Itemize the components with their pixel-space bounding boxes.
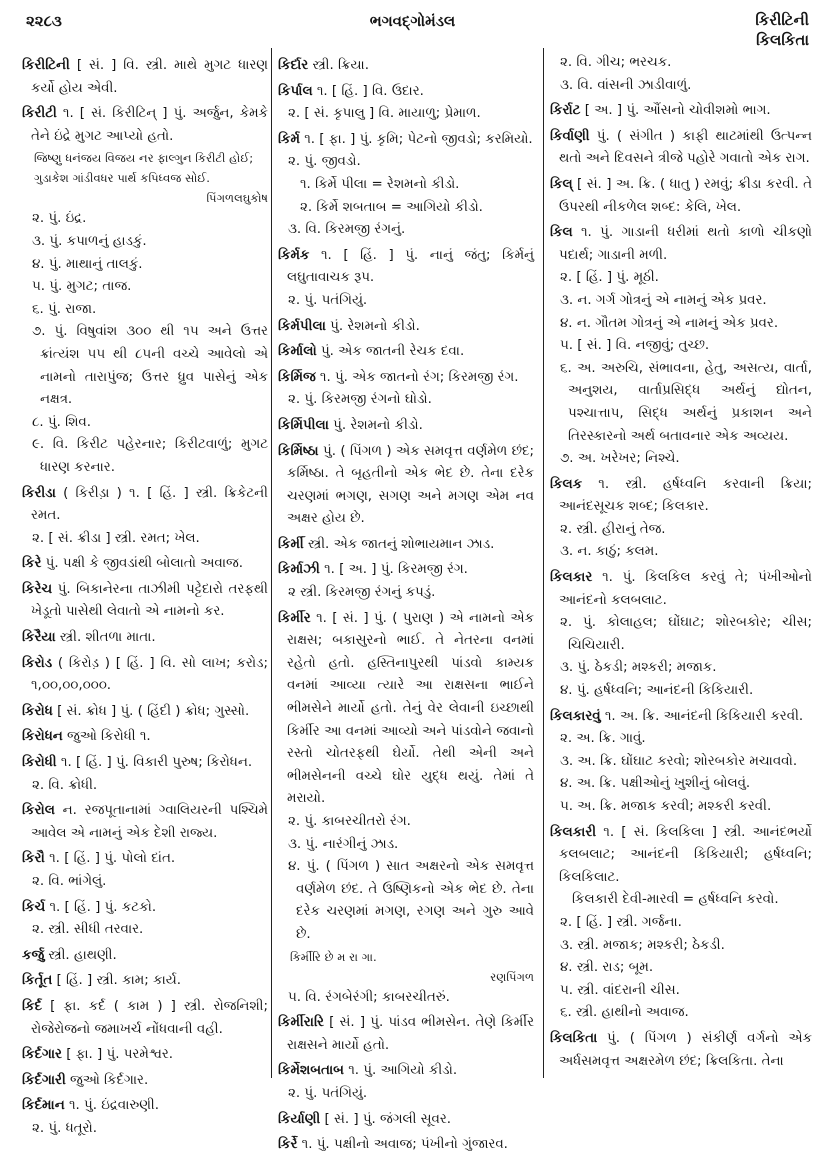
sense-line (278, 103, 534, 126)
definition-text: ૧. પું. પક્ષીનો અવાજ; પંખીનો ગુંજારવ. (301, 1137, 508, 1153)
definition-text: [ સં. ] વિ. સ્ત્રી. માથે મુગટ ધારણ કર્યો હોય એવી. (31, 58, 268, 96)
sense-line (22, 1118, 268, 1141)
sense-line (278, 987, 534, 1010)
sense-line (550, 267, 812, 290)
headword: કિર્મિષ્ઠા (278, 443, 319, 459)
definition-text: ૯. વિ. કિરીટ પહેરનાર; કિરીટવાળું; મુગટ ધારણ કરનાર. (32, 437, 268, 475)
definition-text: ૩. સ્ત્રી. મજાક; મશ્કરી; ઠેકડી. (560, 937, 725, 953)
dictionary-entry (22, 752, 268, 775)
definition-text: ૨. સ્ત્રી. હીરાનું તેજ. (560, 521, 666, 537)
citation-source: રણપિંગળ (490, 969, 534, 984)
definition-text: ૧. [ હિં. ] પું. નાનું જંતુ; કિર્મનું લઘુતાવાચક રૂપ. (287, 247, 535, 286)
definition-text: ૪. પું. હર્ષધ્વનિ; આનંદની કિકિયારી. (560, 683, 754, 699)
citation-quote (278, 947, 534, 987)
definition-text: ૫. [ સં. ] વિ. નજીવું; તુચ્છ. (560, 338, 710, 354)
dictionary-entry (22, 55, 268, 100)
headword: કિરોડ (22, 655, 53, 671)
definition-text: ૧. કિર્મે પીલા = રેશમનો કીડો. (300, 176, 460, 192)
definition-text: ૧. [ સં. કિલકિલા ] સ્ત્રી. આનંદભર્યો કલબલાટ; આનંદની કિકિયારી; હર્ષધ્વનિ; કિલકિલાટ. (559, 824, 812, 885)
definition-text: ૬. અ. અરુચિ, સંભાવના, હેતુ, અસત્ય, વાર્તા, અનુશય, વાર્તાપ્રસિદ્ધ અર્થનું દ્યોતન, પશ્ચાત્તાપ, સિદ્ધ અર્થનું પ્રકાશન અને તિરસ્કારનો અર્થ બતાવનાર એક અવ્યય. (560, 360, 812, 444)
headword: કિરેચ (22, 581, 53, 597)
headword: કિલ્ (550, 176, 573, 192)
definition-text: ૨. પું. ધતૂરો. (32, 1120, 98, 1136)
definition-text: [ ફા. કર્દ ( કામ ) ] સ્ત્રી. રોજનિશી; રોજેરોજનો જમાખર્ચ નોંધવાની વહી. (31, 998, 268, 1037)
definition-text: ૧. [ હિં. ] વિ. ઉદાર. (316, 83, 424, 99)
headword: કિર્દમાન (22, 1098, 65, 1114)
dictionary-entry (22, 996, 268, 1041)
headword: કિલ (550, 225, 573, 241)
headword: કિર્મિપીલા (278, 417, 329, 433)
headword: કિર્યાણી (278, 1111, 321, 1127)
definition-text: ૭. અ. ખરેખર; નિશ્ચે. (560, 451, 680, 467)
sense-line (550, 773, 812, 796)
definition-text: ૩. ન. કાઠું; કલમ. (560, 544, 659, 560)
headword: કિર્માલો (278, 344, 317, 360)
sense-line (550, 1002, 812, 1025)
sense-line (550, 335, 812, 358)
definition-text: ૧. સ્ત્રી. હર્ષધ્વનિ કરવાની ક્રિયા; આનંદસૂચક શબ્દ; કિલકાર. (559, 476, 812, 515)
definition-text: ૪. સ્ત્રી. રાડ; બૂમ. (560, 960, 654, 976)
headword: કિલકારવું (550, 708, 601, 724)
dictionary-entry (278, 559, 534, 582)
definition-text: ૧. [ સં. કિરીટિન્ ] પું. અર્જુન, કેમકે તેને ઇંદ્રે મુગટ આપ્યો હતો. (31, 106, 269, 144)
sense-line (22, 299, 268, 322)
sense-line (550, 657, 812, 680)
dictionary-entry (22, 726, 268, 749)
headword: કિર્દગારી (22, 1072, 66, 1088)
column-1 (22, 52, 269, 1136)
usage-example (278, 174, 534, 197)
headword: કિર્દગાર (22, 1047, 62, 1063)
definition-text: [ સં. ] પું. પાંડવ ભીમસેન. તેણે કિર્મીર રાક્ષસને માર્યો હતો. (287, 1015, 534, 1053)
guide-words (755, 10, 809, 50)
dictionary-entry (550, 706, 812, 729)
definition-text: પું. એક જાતની રેચક દવા. (320, 344, 465, 360)
dictionary-entry (550, 822, 812, 890)
definition-text: સ્ત્રી. શીતળા માતા. (59, 630, 156, 646)
headword: કિર્મીર (278, 610, 311, 626)
definition-text: ૩. અ. ક્રિ. ઘોંઘાટ કરવો; શોરબકોર મચાવવો. (560, 753, 798, 769)
dictionary-entry (22, 483, 268, 528)
guide-word-last: કિલકિતા (756, 31, 809, 49)
dictionary-entry (278, 415, 534, 438)
sense-line (278, 582, 534, 605)
dictionary-entry (278, 534, 534, 557)
definition-text: ૩. ન. ગર્ગ ગોત્રનું એ નામનું એક પ્રવર. (560, 292, 767, 308)
headword: કિરોલ (22, 803, 55, 819)
sense-line (22, 775, 268, 798)
headword: કિર્મ (278, 131, 300, 147)
definition-text: ૧. [ ફા. ] પું. કૃમિ; પેટનો જીવડો; કરમિયો. (304, 131, 533, 147)
sense-line (22, 528, 268, 551)
definition-text: ૨. વિ. ભાંગેલું. (32, 874, 107, 889)
sense-line (550, 448, 812, 471)
dictionary-entry (550, 174, 812, 219)
dictionary-entry (278, 1060, 534, 1083)
headword: કિર્માઝી (278, 562, 320, 578)
headword: કિર્તૂત (22, 973, 53, 989)
definition-text: ૨. વિ. ગીચ; ભરચક. (560, 55, 672, 70)
definition-text: ૫. પું. મુગટ; તાજ. (32, 279, 132, 295)
definition-text: ૨. પું. કોલાહલ; ઘોંઘાટ; શોરબકોર; ચીસ; ચિચિયારી. (560, 615, 812, 653)
definition-text: ૨. સ્ત્રી. સીધી તરવાર. (32, 922, 144, 938)
sense-line (22, 321, 268, 411)
sense-line (550, 796, 812, 819)
definition-text: કિલકારી દેવી-મારવી = હર્ષધ્વનિ કરવો. (572, 892, 779, 908)
definition-text: [ સં. ક્રોધ ] પું. ( હિંદી ) ક્રોધ; ગુસ્સો. (57, 703, 250, 719)
headword: કિરોધી (22, 755, 57, 771)
definition-text: પું. પક્ષી કે જીવડાંથી બોલાતો અવાજ. (45, 556, 243, 572)
definition-text: પું. બિકાનેરના તાઝીમી પટ્ટેદારો તરફથી ખેડૂતો પાસેથી લેવાતો એ નામનો કર. (31, 581, 268, 620)
definition-text: ૧. પું. એક જાતનો રંગ; કિરમજી રંગ. (319, 369, 519, 385)
definition-text: ૩. પું. ઠેકડી; મશ્કરી; મજાક. (560, 660, 717, 676)
definition-text: ૧. [ હિં. ] પું. વિકારી પુરુષ; કિરોધન. (60, 755, 253, 771)
sense-line (550, 612, 812, 657)
dictionary-entry (22, 1070, 268, 1093)
dictionary-entry (22, 945, 268, 968)
definition-text: ૨. પું. જીવડો. (288, 154, 361, 170)
headword: કિરૈયા (22, 630, 56, 646)
headword: કિરીટી (22, 106, 57, 122)
sense-line (550, 519, 812, 542)
dictionary-entry (22, 897, 268, 920)
dictionary-entry (278, 441, 534, 531)
headword: કિર્રે (278, 1137, 298, 1153)
definition-text: ૨. અ. ક્રિ. ગાવું. (560, 731, 646, 747)
sense-line (278, 151, 534, 174)
definition-text: ૨. વિ. ક્રોધી. (32, 777, 98, 793)
headword: કિલકાર (550, 570, 593, 586)
definition-text: પું. રેશમનો કીડો. (333, 417, 423, 433)
sense-line (22, 208, 268, 231)
dictionary-entry (278, 608, 534, 811)
sense-line (550, 912, 812, 935)
definition-text: ૨. [ હિં. ] સ્ત્રી. ગર્જના. (560, 914, 682, 930)
definition-text: ૪. ન. ગૌતમ ગોત્રનું એ નામનું એક પ્રવર. (560, 315, 779, 331)
dictionary-entry (278, 316, 534, 339)
dictionary-entry (22, 1095, 268, 1118)
headword: કિરીટિની (22, 58, 70, 73)
dictionary-entry (550, 126, 812, 171)
definition-text: ૨. પું. કિરમજી રંગનો ઘોડો. (288, 392, 432, 408)
definition-text: ૨. પું. ઇંદ્ર. (32, 211, 87, 227)
sense-line (550, 313, 812, 336)
definition-text: ૧. પું. ગાડાની ધરીમાં થતો કાળો ચીકણો પદાર્થ; ગાડાની મળી. (559, 225, 812, 263)
definition-text: ૨. કિર્મે શબતાબ = આગિયો કીડો. (300, 199, 483, 215)
running-title: ભગવદ્ગોમંડલ (369, 12, 456, 30)
headword: કિર્મક (278, 247, 310, 263)
definition-text: ૭. પું. વિષુવાંશ ૩૦૦ થી ૧૫ અને ઉત્તર ક્રાંત્યંશ ૫૫ થી ૮૫ની વચ્ચે આવેલો એ નામનો તારાપુંજ; ઉત્તર ધ્રુવ પાસેનું એક નક્ષત્ર. (32, 324, 268, 408)
dictionary-entry (550, 222, 812, 267)
headword: કિલકિતા (550, 1030, 598, 1046)
definition-text: પું. ( પિંગળ ) સંકીર્ણ વર્ગનો એક અર્ધસમવૃત્ત અક્ષરમેળ છંદ; ક્રિલકિતા. તેના (559, 1030, 812, 1069)
definition-text: [ અ. ] પું. ઔંસનો ચોવીશમો ભાગ. (584, 103, 771, 119)
definition-text: જિષ્ણુ ધનંજય વિજય નર ફાલ્ગુન કિરીટી હોઈ; ગુડાકેશ ગાંડીવધર પાર્થ કપિધ્વજ સોઈ. (34, 151, 254, 186)
headword: કિરે (22, 556, 42, 572)
definition-text: ૧. પું. ઇંદ્રવારુણી. (68, 1098, 159, 1114)
headword: કિરોધ (22, 703, 53, 719)
sense-line (22, 919, 268, 942)
dictionary-entry (22, 970, 268, 993)
definition-text: પું. ( સંગીત ) કાફી થાટમાંથી ઉત્પન્ન થતો અને દિવસને ત્રીજે પહોરે ગવાતો એક રાગ. (559, 128, 812, 167)
sense-line (278, 834, 534, 857)
sense-line (22, 412, 268, 435)
usage-example (278, 197, 534, 220)
headword: કિર્દ (22, 998, 42, 1014)
headword: કિર્મી (278, 536, 304, 552)
column-3 (550, 52, 812, 1082)
headword: કિર્મેશબતાબ (278, 1063, 344, 1079)
sense-line (278, 389, 534, 412)
definition-text: [ ફા. ] પું. પરમેશ્વર. (66, 1047, 174, 1063)
dictionary-entry (22, 653, 268, 698)
headword: કિર્મીરારિ (278, 1015, 324, 1031)
dictionary-entry (22, 627, 268, 650)
sense-line (550, 751, 812, 774)
definition-text: ૬. પું. રાજા. (32, 301, 97, 317)
dictionary-entry (22, 579, 268, 624)
definition-text: ૩. વિ. કિરમજી રંગનું. (288, 222, 406, 238)
dictionary-entry (278, 55, 534, 78)
definition-text: ૫. સ્ત્રી. વાંદરાની ચીસ. (560, 982, 680, 998)
definition-text: ૪. અ. ક્રિ. પક્ષીઓનું ખુશીનું બોલવું. (560, 776, 751, 792)
page-number: ૨૨૮૩ (26, 12, 62, 30)
sense-line (550, 52, 812, 75)
definition-text: ૨ સ્ત્રી. કિરમજી રંગનું કપડું. (288, 585, 436, 601)
dictionary-entry (278, 1134, 534, 1157)
guide-word-first: કિરીટિની (755, 11, 809, 29)
sense-line (550, 957, 812, 980)
definition-text: જુઓ કિર્દગાર. (70, 1072, 149, 1088)
headword: કિર્મપીલા (278, 318, 326, 334)
definition-text: ૨. પું. કાબરચીતરો રંગ. (288, 814, 411, 829)
sense-line (22, 276, 268, 299)
definition-text: સ્ત્રી. ક્રિયા. (312, 58, 369, 73)
headword: કિર્ચ (22, 899, 46, 915)
definition-text: કિર્મીરિ છે મ રા ગા. (290, 949, 377, 964)
definition-text: ૧. પું. આગિયો કીડો. (348, 1063, 458, 1079)
headword: કિરીડા (22, 485, 56, 501)
sense-line (550, 680, 812, 703)
definition-text: [ સં. ] અ. ક્રિ. ( ધાતુ ) રમવું; ક્રીડા કરવી. તે ઉપરથી નીકળેલ શબ્દ: કેલિ, ખેલ. (559, 176, 812, 215)
sense-line (22, 434, 268, 479)
definition-text: ૪. પું. માથાનું તાલકું. (32, 256, 143, 272)
definition-text: ૧. [ સં. ] પું. ( પુરાણ ) એ નામનો એક રાક્ષસ; બકાસુરનો ભાઈ. તે નેતરના વનમાં રહેતો હતો. હસ્તિનાપુરથી પાંડવો કામ્યક વનમાં આવ્યા ત્યારે આ રાક્ષસના ભાઈને ભીમસેને માર્યો હતો. તેનું વેર લેવાની ઇચ્છાથી કિર્મીર આ વનમાં આવ્યો અને પાંડવોને જવાનો રસ્તો ચોતરફથી ઘેર્યો. તેથી એની અને ભીમસેનની વચ્ચે ઘોર યુદ્ધ થયું. તેમાં તે મરાયો. (287, 610, 534, 807)
dictionary-entry (550, 100, 812, 123)
definition-text: ૧. [ હિં. ] પું. પોલો દાંત. (49, 851, 176, 867)
sense-line (550, 541, 812, 564)
headword: કિલક (550, 476, 583, 492)
dictionary-entry (550, 1028, 812, 1073)
dictionary-entry (22, 701, 268, 724)
dictionary-entry (278, 81, 534, 104)
sense-line (278, 811, 534, 834)
citation-quote (22, 148, 268, 208)
headword: કર્જુ (22, 947, 45, 963)
definition-text: [ સં. ] પું. જંગલી સૂવર. (324, 1111, 452, 1127)
definition-text: ૪. પું. ( પિંગળ ) સાત અક્ષરનો એક સમવૃત્ત વર્ણમેળ છંદ. તે ઉષ્ણિકનો એક ભેદ છે. તેના દરેક ચરણમાં મગણ, રગણ અને ગુરુ આવે છે. (288, 859, 534, 942)
dictionary-entry (550, 474, 812, 519)
definition-text: ૨. પું. પતંગિયું. (288, 1085, 368, 1101)
sense-line (22, 231, 268, 254)
definition-text: [ હિં. ] સ્ત્રી. કામ; કાર્ય. (56, 973, 181, 989)
column-2 (278, 52, 535, 1153)
sense-line (550, 728, 812, 751)
definition-text: ૨. [ હિં. ] પું. મૂઠી. (560, 270, 659, 286)
dictionary-entry (22, 848, 268, 871)
dictionary-entry (278, 1012, 534, 1057)
sense-line (550, 358, 812, 448)
definition-text: ન. રજપૂતાનામાં ગ્વાલિયરની પશ્ચિમે આવેલ એ નામનું એક દેશી રાજ્ય. (31, 803, 268, 841)
definition-text: ૨. પું. પતંગિયું. (288, 292, 368, 308)
sense-line (278, 290, 534, 313)
definition-text: ૨. [ સં. ક્રીડા ] સ્ત્રી. રમત; ખેલ. (32, 530, 200, 546)
definition-text: ૩. પું. કપાળનું હાડકું. (32, 233, 147, 249)
dictionary-entry (22, 1044, 268, 1067)
sense-line (550, 75, 812, 98)
citation-source: પિંગળલઘુકોષ (206, 191, 268, 206)
definition-text: ૫. અ. ક્રિ. મજાક કરવી; મશ્કરી કરવી. (560, 799, 772, 814)
dictionary-entry (278, 245, 534, 290)
definition-text: ૩. વિ. વાંસની ઝાડીવાળું. (560, 77, 692, 93)
usage-example (550, 889, 812, 912)
headword: કિર્રાટ (550, 103, 581, 119)
page-header (0, 0, 825, 60)
definition-text: ૩. પું. નારંગીનું ઝાડ. (288, 836, 399, 852)
sense-line (278, 1083, 534, 1106)
dictionary-entry (22, 553, 268, 576)
sense-line (278, 219, 534, 242)
dictionary-entry (550, 567, 812, 612)
headword: કિર્પાલ (278, 83, 313, 99)
definition-text: સ્ત્રી. એક જાતનું શોભાયમાન ઝાડ. (308, 536, 495, 552)
definition-text: પું. રેશમનો કીડો. (330, 318, 420, 334)
definition-text: જુઓ કિરોધી ૧. (67, 729, 151, 745)
definition-text: ૮. પું. શિવ. (32, 414, 92, 430)
definition-text: ૧. [ હિં. ] પું. કટકો. (49, 899, 157, 915)
sense-line (550, 290, 812, 313)
dictionary-entry (278, 1109, 534, 1132)
definition-text: ૨. [ સં. કૃપાલુ ] વિ. માયાળુ; પ્રેમાળ. (288, 106, 481, 122)
sense-line (22, 871, 268, 894)
sense-line (550, 935, 812, 958)
dictionary-entry (22, 103, 268, 148)
definition-text: સ્ત્રી. હાથણી. (48, 947, 117, 963)
sense-line (550, 980, 812, 1003)
headword: કિર્વાણી (550, 128, 590, 144)
column-divider (271, 48, 272, 1078)
headword: કિલકારી (550, 824, 597, 840)
definition-text: ૧. પું. કિલકિલ કરવું તે; પંખીઓનો આનંદનો કલબલાટ. (559, 570, 812, 608)
headword: કિર્દાર (278, 58, 309, 73)
definition-text: ( કિરીડ઼ા ) ૧. [ હિં. ] સ્ત્રી. ક્રિકેટની રમત. (31, 485, 268, 524)
sense-line (278, 856, 534, 946)
dictionary-entry (22, 800, 268, 845)
sense-line (22, 254, 268, 277)
dictionary-entry (278, 129, 534, 152)
definition-text: પું. ( પિંગળ ) એક સમવૃત્ત વર્ણમેળ છંદ; કર્મિષ્ઠા. તે બૃહતીનો એક ભેદ છે. તેના દરેક ચરણમાં ભગણ, સગણ અને મગણ એમ નવ અક્ષર હોય છે. (287, 443, 534, 527)
headword: કિરોધન (22, 729, 63, 745)
definition-text: ( કિરોડ઼ ) [ હિં. ] વિ. સો લાખ; કરોડ; ૧,૦૦,૦૦,૦૦૦. (31, 655, 268, 694)
definition-text: ૫. વિ. રંગબેરંગી; કાબરચીતરું. (288, 989, 450, 1005)
column-divider (543, 48, 544, 1078)
definition-text: ૬. સ્ત્રી. હાથીનો અવાજ. (560, 1005, 689, 1021)
headword: કિર્મિજ (278, 369, 316, 385)
dictionary-entry (278, 341, 534, 364)
definition-text: ૧. [ અ. ] પું. કિરમજી રંગ. (324, 562, 468, 578)
dictionary-entry (278, 367, 534, 390)
headword: કિરૌ (22, 851, 45, 867)
definition-text: ૧. અ. ક્રિ. આનંદની કિકિયારી કરવી. (604, 708, 804, 724)
